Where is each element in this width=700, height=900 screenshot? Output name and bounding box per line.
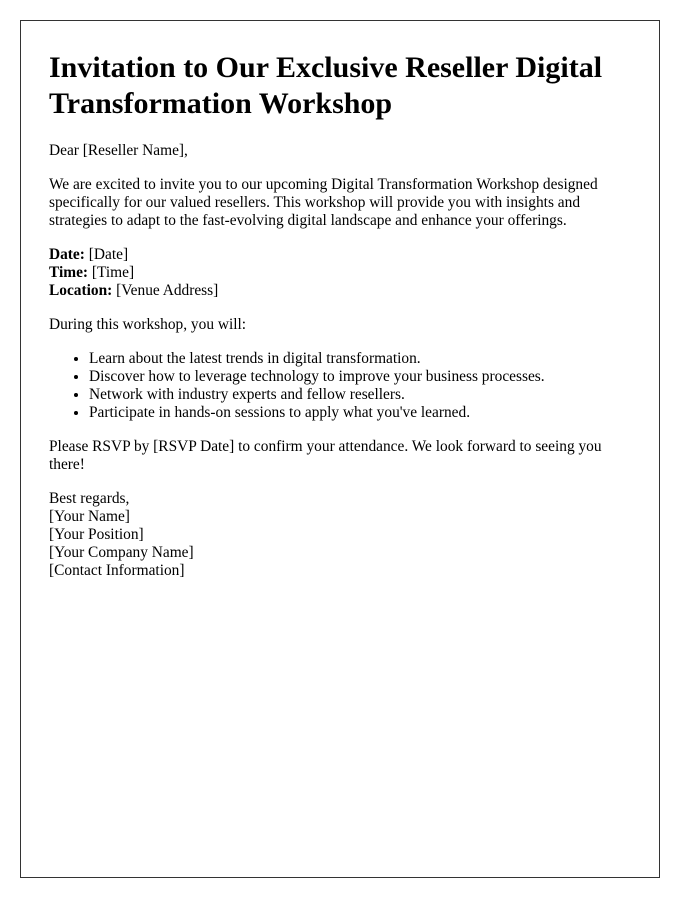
- date-line: [49, 246, 639, 264]
- time-value: [Time]: [91, 264, 135, 281]
- sender-position: [Your Position]: [49, 526, 144, 543]
- location-label: Location:: [49, 282, 113, 299]
- time-line: [49, 264, 639, 282]
- date-value: [Date]: [88, 246, 129, 263]
- letter-title: Invitation to Our Exclusive Reseller Digital Transformation Workshop: [49, 51, 603, 120]
- date-label: Date:: [49, 246, 85, 263]
- sender-contact: [Contact Information]: [49, 562, 185, 579]
- location-line: [49, 282, 639, 300]
- list-intro: During this workshop, you will:: [49, 316, 247, 333]
- letter-body: [49, 50, 639, 580]
- list-item: • Network with industry experts and fellow resellers.: [89, 386, 639, 404]
- intro-paragraph: We are excited to invite you to our upcoming Digital Transformation Workshop designed specifically for our valued resellers. This workshop will provide you with insights and strategies to adapt to the fast-evolving digital landscape and enhance your offerings.: [49, 176, 598, 229]
- list-item: • Learn about the latest trends in digital transformation.: [89, 350, 639, 368]
- time-label: Time:: [49, 264, 89, 281]
- signature-block: [49, 490, 639, 580]
- sender-name: [Your Name]: [49, 508, 130, 525]
- rsvp-paragraph: Please RSVP by [RSVP Date] to confirm your attendance. We look forward to seeing you there!: [49, 438, 602, 473]
- closing: Best regards,: [49, 490, 130, 507]
- greeting: Dear [Reseller Name],: [49, 142, 188, 159]
- event-details: [49, 246, 639, 300]
- sender-company: [Your Company Name]: [49, 544, 194, 561]
- benefits-list: [49, 350, 639, 422]
- list-item: • Discover how to leverage technology to improve your business processes.: [89, 368, 639, 386]
- list-item: • Participate in hands-on sessions to apply what you've learned.: [89, 404, 639, 422]
- location-value: [Venue Address]: [116, 282, 219, 299]
